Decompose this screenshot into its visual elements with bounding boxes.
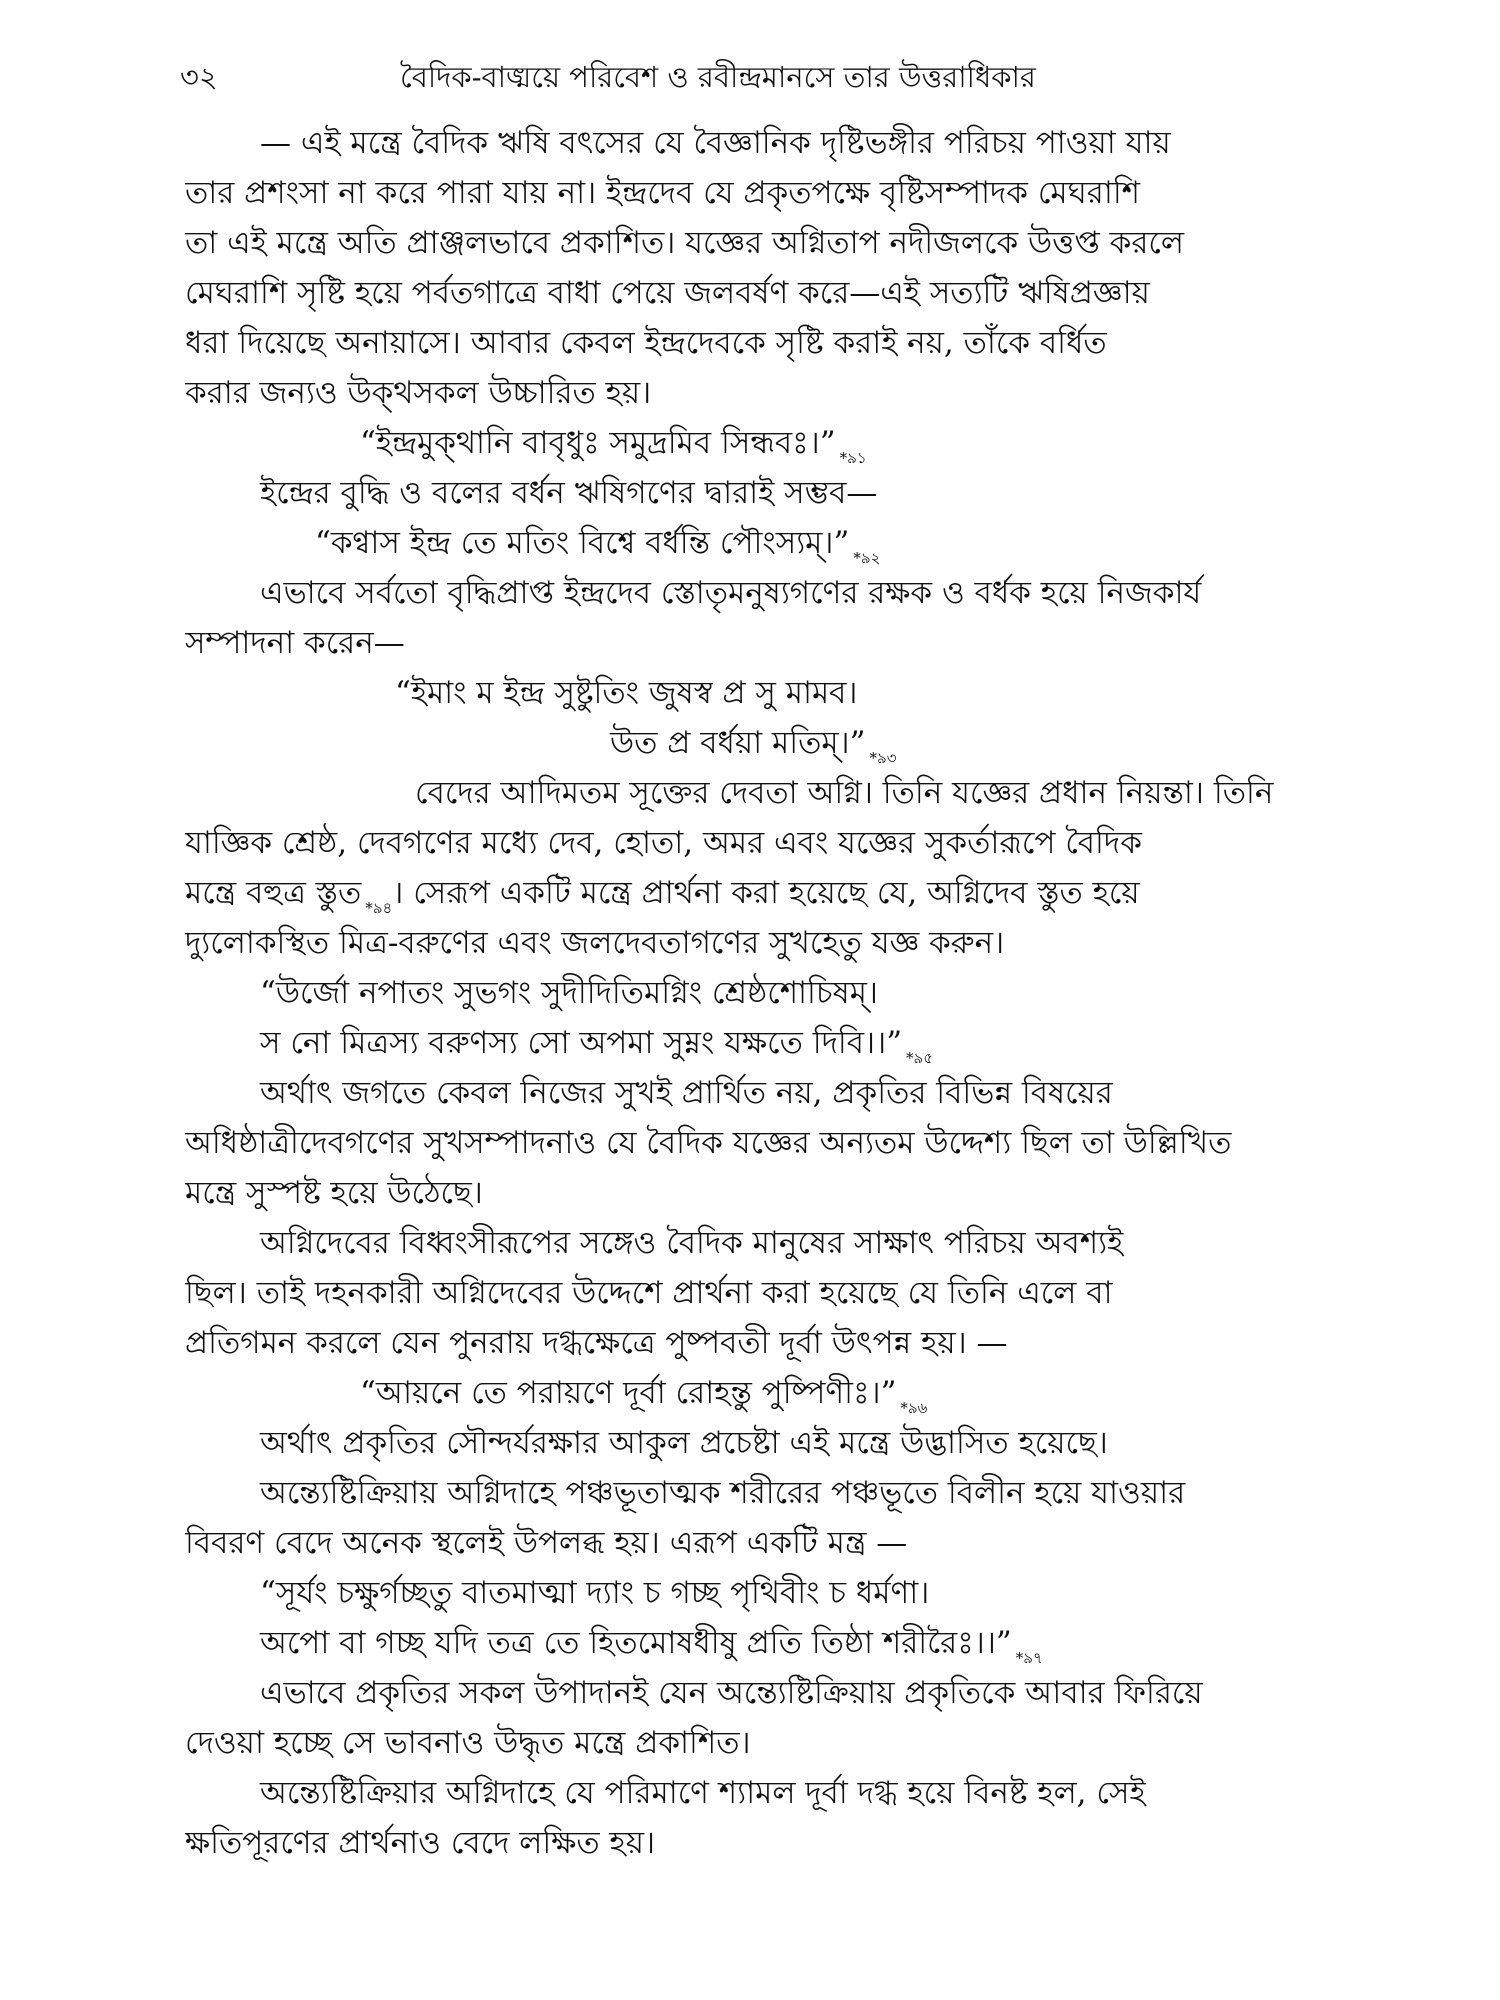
footnote-mark: *৯২ bbox=[853, 549, 881, 567]
running-title: বৈদিক-বাঙ্ময়ে পরিবেশ ও রবীন্দ্রমানসে তার উত্তরাধিকার bbox=[400, 60, 1036, 94]
footnote-mark: *৯৭ bbox=[1015, 1649, 1043, 1667]
verse-line: উত প্র বর্ধয়া মতিম্।” $_{*৯৩}$ bbox=[610, 725, 897, 767]
text-line: বেদের আদিমতম সূক্তের দেবতা অগ্নি। তিনি যজ্ঞের প্রধান নিয়ন্তা। তিনি bbox=[415, 775, 1274, 811]
verse-line: “ইন্দ্রমুক্থানি বাবৃধুঃ সমুদ্রমিব সিন্ধবঃ।” $_{*৯১}$ bbox=[360, 425, 867, 467]
text-line: এভাবে প্রকৃতির সকল উপাদানই যেন অন্ত্যেষ্টিক্রিয়ায় প্রকৃতিকে আবার ফিরিয়ে bbox=[260, 1675, 1203, 1711]
text-line: সম্পাদনা করেন— bbox=[185, 625, 405, 661]
text-line: ক্ষতিপূরণের প্রার্থনাও বেদে লক্ষিত হয়। bbox=[185, 1825, 656, 1861]
text-line: মন্ত্রে বহুত্র স্তুত $_{*৯৪}$। সেরূপ একটি মন্ত্রে প্রার্থনা করা হয়েছে যে, অগ্নিদেব স্তুত হয়ে bbox=[185, 875, 1140, 917]
text-line: অগ্নিদেবের বিধ্বংসীরূপের সঙ্গেও বৈদিক মানুষের সাক্ষাৎ পরিচয় অবশ্যই bbox=[260, 1225, 1124, 1261]
text-line: দেওয়া হচ্ছে সে ভাবনাও উদ্ধৃত মন্ত্রে প্রকাশিত। bbox=[185, 1725, 751, 1761]
text-line: ইন্দ্রের বুদ্ধি ও বলের বর্ধন ঋষিগণের দ্বারাই সম্ভব— bbox=[260, 475, 878, 511]
text-line: যাজ্ঞিক শ্রেষ্ঠ, দেবগণের মধ্যে দেব, হোতা, অমর এবং যজ্ঞের সুকর্তারূপে বৈদিক bbox=[185, 825, 1142, 861]
verse-line: “উর্জো নপাতং সুভগং সুদীদিতিমগ্নিং শ্রেষ্ঠশোচিষম্। bbox=[260, 975, 879, 1011]
footnote-mark: *৯৫ bbox=[906, 1049, 934, 1067]
text-line: মেঘরাশি সৃষ্টি হয়ে পর্বতগাত্রে বাধা পেয়ে জলবর্ষণ করে—এই সত্যটি ঋষিপ্রজ্ঞায় bbox=[185, 275, 1150, 311]
verse-line: “ইমাং ম ইন্দ্র সুষ্টুতিং জুষস্ব প্র সু মামব। bbox=[395, 675, 858, 711]
footnote-mark: *৯৩ bbox=[869, 749, 897, 767]
text-line: — এই মন্ত্রে বৈদিক ঋষি বৎসের যে বৈজ্ঞানিক দৃষ্টিভঙ্গীর পরিচয় পাওয়া যায় bbox=[260, 125, 1171, 161]
text-line: অর্থাৎ জগতে কেবল নিজের সুখই প্রার্থিত নয়, প্রকৃতির বিভিন্ন বিষয়ের bbox=[260, 1075, 1113, 1111]
text-line: তা এই মন্ত্রে অতি প্রাঞ্জলভাবে প্রকাশিত। যজ্ঞের অগ্নিতাপ নদীজলকে উত্তপ্ত করলে bbox=[185, 225, 1184, 261]
text-line: প্রতিগমন করলে যেন পুনরায় দগ্ধক্ষেত্রে পুষ্পবতী দূর্বা উৎপন্ন হয়। — bbox=[185, 1325, 1008, 1361]
text-line: মন্ত্রে সুস্পষ্ট হয়ে উঠেছে। bbox=[185, 1175, 483, 1211]
page-number: ৩২ bbox=[180, 60, 218, 94]
text-line: অন্ত্যেষ্টিক্রিয়ার অগ্নিদাহে যে পরিমাণে শ্যামল দূর্বা দগ্ধ হয়ে বিনষ্ট হল, সেই bbox=[260, 1775, 1146, 1811]
verse-line: অপো বা গচ্ছ যদি তত্র তে হিতমোষধীষু প্রতি তিষ্ঠা শরীরৈঃ।।” $_{*৯৭}$ bbox=[260, 1625, 1043, 1667]
text-line: ছিল। তাই দহনকারী অগ্নিদেবের উদ্দেশে প্রার্থনা করা হয়েছে যে তিনি এলে বা bbox=[185, 1275, 1113, 1311]
text-line: করার জন্যও উক্থসকল উচ্চারিত হয়। bbox=[185, 375, 652, 411]
verse-line: “কণ্বাস ইন্দ্র তে মতিং বিশ্বে বর্ধন্তি পৌংস্যম্।” $_{*৯২}$ bbox=[315, 525, 881, 567]
verse-line: “আয়নে তে পরায়ণে দূর্বা রোহন্তু পুষ্পিণীঃ।” $_{*৯৬}$ bbox=[360, 1375, 928, 1417]
footnote-mark: *৯১ bbox=[839, 449, 867, 467]
text-line: ধরা দিয়েছে অনায়াসে। আবার কেবল ইন্দ্রদেবকে সৃষ্টি করাই নয়, তাঁকে বর্ধিত bbox=[185, 325, 1107, 361]
text-line: অধিষ্ঠাত্রীদেবগণের সুখসম্পাদনাও যে বৈদিক যজ্ঞের অন্যতম উদ্দেশ্য ছিল তা উল্লিখিত bbox=[185, 1125, 1232, 1161]
verse-line: “সূর্যং চক্ষুর্গচ্ছতু বাতমাত্মা দ্যাং চ গচ্ছ পৃথিবীং চ ধর্মণা। bbox=[260, 1575, 930, 1611]
footnote-mark: *৯৬ bbox=[900, 1399, 928, 1417]
text-line: তার প্রশংসা না করে পারা যায় না। ইন্দ্রদেব যে প্রকৃতপক্ষে বৃষ্টিসম্পাদক মেঘরাশি bbox=[185, 175, 1141, 211]
verse-line: স নো মিত্রস্য বরুণস্য সো অপমা সুম্নং যক্ষতে দিবি।।” $_{*৯৫}$ bbox=[260, 1025, 934, 1067]
text-line: অর্থাৎ প্রকৃতির সৌন্দর্যরক্ষার আকুল প্রচেষ্টা এই মন্ত্রে উদ্ভাসিত হয়েছে। bbox=[260, 1425, 1108, 1461]
page-header bbox=[180, 52, 1340, 102]
body-text bbox=[185, 118, 1325, 1958]
text-line: অন্ত্যেষ্টিক্রিয়ায় অগ্নিদাহে পঞ্চভূতাত্মক শরীরের পঞ্চভূতে বিলীন হয়ে যাওয়ার bbox=[260, 1475, 1186, 1511]
text-line: এভাবে সর্বতো বৃদ্ধিপ্রাপ্ত ইন্দ্রদেব স্তোতৃমনুষ্যগণের রক্ষক ও বর্ধক হয়ে নিজকার্য bbox=[260, 575, 1202, 611]
text-line: দ্যুলোকস্থিত মিত্র-বরুণের এবং জলদেবতাগণের সুখহেতু যজ্ঞ করুন। bbox=[185, 925, 1005, 961]
footnote-mark: *৯৪ bbox=[365, 899, 393, 917]
text-line: বিবরণ বেদে অনেক স্থলেই উপলব্ধ হয়। এরূপ একটি মন্ত্র — bbox=[185, 1525, 908, 1561]
